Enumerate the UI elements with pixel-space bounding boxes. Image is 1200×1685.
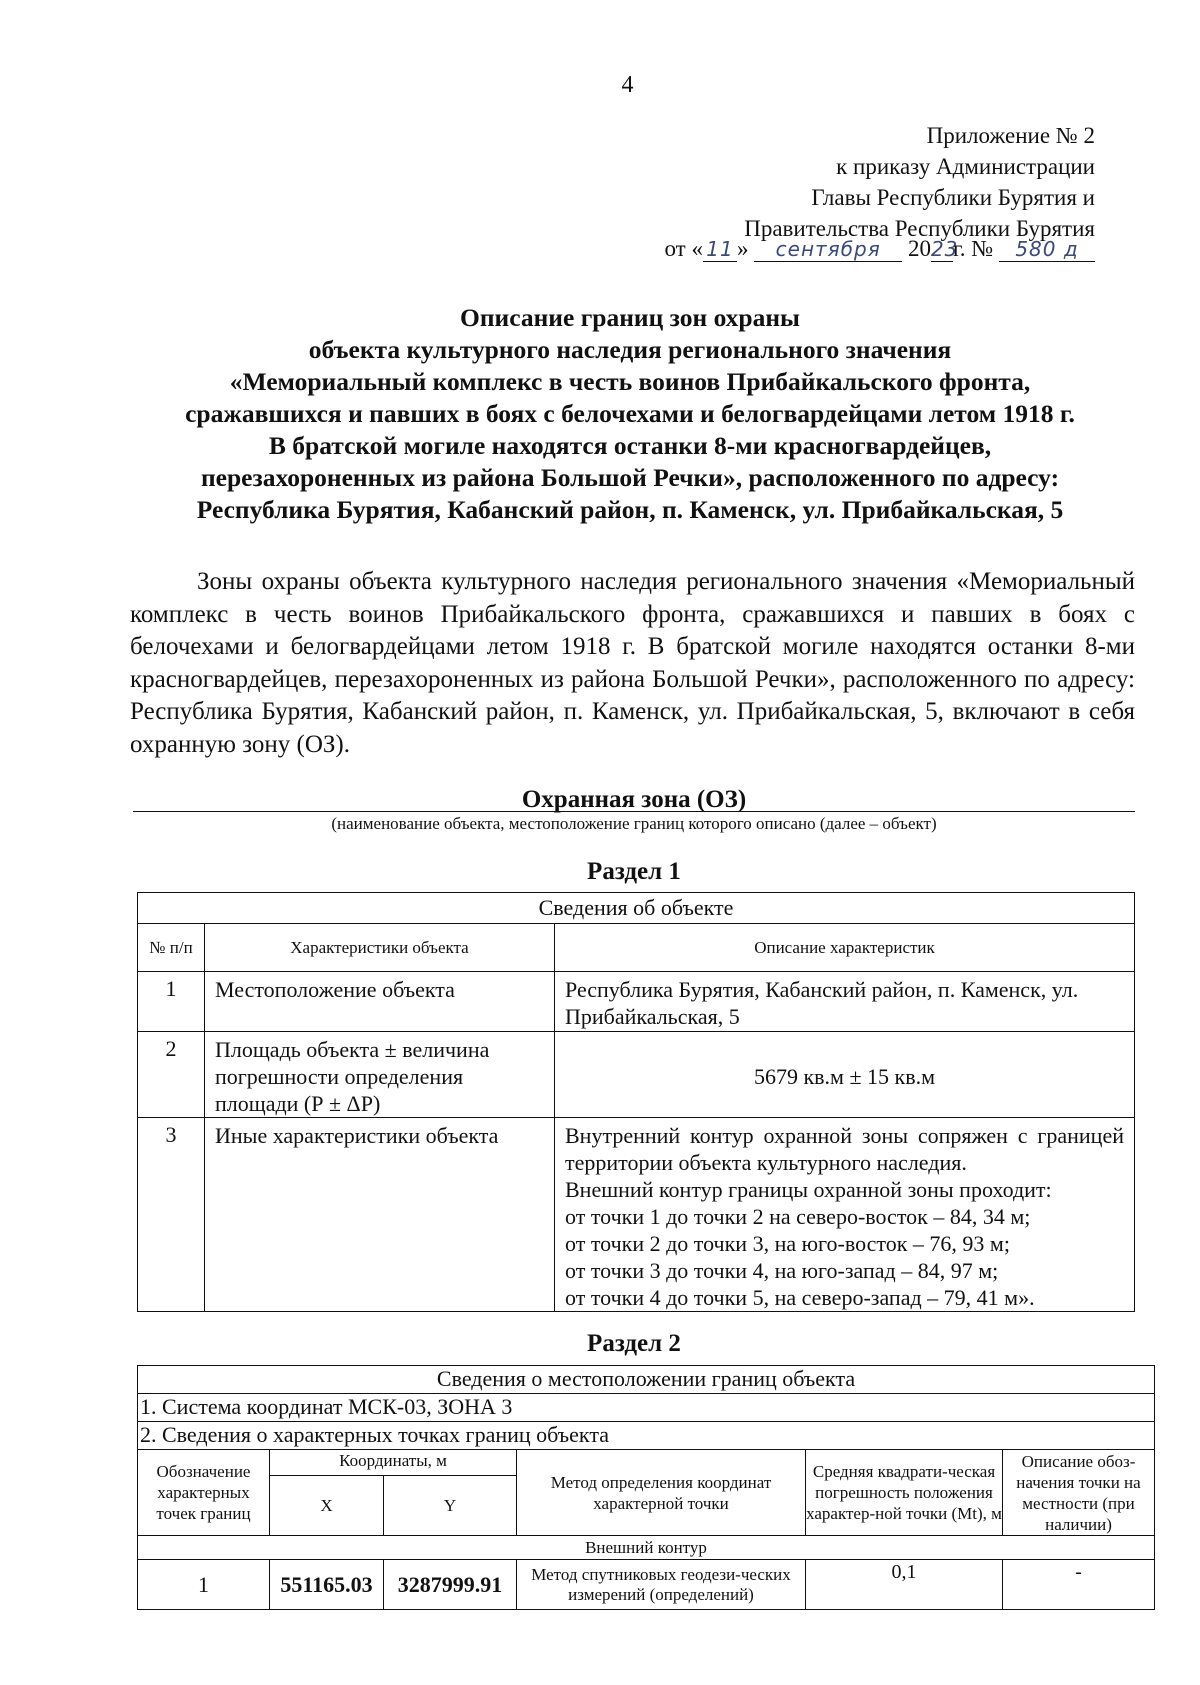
point-mt: 0,1 xyxy=(806,1560,1003,1610)
table-title: Сведения о местоположении границ объекта xyxy=(138,1366,1155,1394)
column-header-coordinates: Координаты, м xyxy=(270,1450,517,1476)
point-description: - xyxy=(1003,1560,1155,1610)
column-header-x: X xyxy=(270,1476,384,1536)
column-header-point: Обозначение характерных точек границ xyxy=(138,1450,270,1536)
section-1-heading: Раздел 1 xyxy=(587,858,681,885)
row-number: 2 xyxy=(138,1032,205,1118)
appendix-line-2: к приказу Администрации xyxy=(836,154,1095,179)
column-header-mt: Средняя квадрати-ческая погрешность положения характер-ной точки (Mt), м xyxy=(806,1450,1003,1536)
boundary-points-table xyxy=(137,1365,1155,1610)
appendix-block xyxy=(744,120,1095,244)
column-header-description: Описание характеристик xyxy=(555,924,1135,972)
title-line-5: В братской могиле находятся останки 8-ми красногвардейцев, xyxy=(268,431,992,460)
appendix-line-4: Правительства Республики Бурятия xyxy=(744,216,1095,241)
date-day: 11 xyxy=(703,237,737,262)
row-description: 5679 кв.м ± 15 кв.м xyxy=(555,1032,1135,1118)
title-line-7: Республика Бурятия, Кабанский район, п. Каменск, ул. Прибайкальская, 5 xyxy=(196,495,1064,524)
page-number: 4 xyxy=(621,72,634,98)
title-line-6: перезахороненных из района Большой Речки», расположенного по адресу: xyxy=(200,463,1060,492)
title-line-1: Описание границ зон охраны xyxy=(460,303,800,332)
outer-contour-label: Внешний контур xyxy=(138,1536,1155,1560)
title-line-4: сражавшихся и павших в боях с белочехами и белогвардейцами летом 1918 г. xyxy=(185,399,1075,428)
date-number-label: г. № xyxy=(952,236,994,261)
document-title xyxy=(120,302,1140,526)
description-line: от точки 2 до точки 3, на юго-восток – 76, 93 м; xyxy=(565,1231,1010,1256)
zone-title: Охранная зона (ОЗ) xyxy=(521,786,747,813)
table-title: Сведения об объекте xyxy=(138,893,1135,924)
object-info-table xyxy=(137,892,1135,1312)
description-line: от точки 3 до точки 4, на юго-запад – 84, 97 м; xyxy=(565,1258,999,1283)
coordinate-system: 1. Система координат МСК-03, ЗОНА 3 xyxy=(138,1394,1155,1422)
title-line-3: «Мемориальный комплекс в честь воинов Прибайкальского фронта, xyxy=(229,367,1031,396)
appendix-line-3: Главы Республики Бурятия и xyxy=(811,185,1095,210)
title-line-2: объекта культурного наследия регионального значения xyxy=(308,335,952,364)
intro-paragraph: Зоны охраны объекта культурного наследия регионального значения «Мемориальный комплекс в честь воинов Прибайкальского фронта, сражавшихся и павших в боях с белочехами и белогвардейцами летом 1918 г. В братской могиле находятся останки 8-ми красногвардейцев, перезахороненных из района Большой Речки», расположенного по адресу: Республика Бурятия, Кабанский район, п. Каменск, ул. Прибайкальская, 5, включают в себя охранную зону (ОЗ). xyxy=(130,568,1135,758)
table-row xyxy=(138,972,1135,1032)
section-2-heading: Раздел 2 xyxy=(587,1330,681,1357)
row-description xyxy=(555,1118,1135,1312)
column-header-number: № п/п xyxy=(138,924,205,972)
date-prefix: от « xyxy=(664,236,703,261)
row-characteristic: Местоположение объекта xyxy=(205,972,555,1032)
row-characteristic: Иные характеристики объекта xyxy=(205,1118,555,1312)
description-line: Внутренний контур охранной зоны сопряжен с границей территории объекта культурного наследия. xyxy=(565,1123,1124,1175)
date-year-prefix: 20 xyxy=(907,236,931,261)
points-title: 2. Сведения о характерных точках границ объекта xyxy=(138,1422,1155,1450)
point-id: 1 xyxy=(138,1560,270,1610)
order-number: 580 д xyxy=(999,237,1095,262)
point-method: Метод спутниковых геодези-ческих измерений (определений) xyxy=(517,1560,806,1610)
zone-subtitle: (наименование объекта, местоположение границ которого описано (далее – объект) xyxy=(331,814,937,833)
order-date-line xyxy=(664,236,1095,262)
zone-title-underline xyxy=(133,811,1135,812)
row-number: 3 xyxy=(138,1118,205,1312)
column-header-y: Y xyxy=(384,1476,517,1536)
appendix-line-1: Приложение № 2 xyxy=(926,123,1095,148)
description-line: Внешний контур границы охранной зоны проходит: xyxy=(565,1177,1052,1202)
column-header-method: Метод определения координат характерной точки xyxy=(517,1450,806,1536)
table-row xyxy=(138,1032,1135,1118)
table-row xyxy=(138,1560,1155,1610)
point-y: 3287999.91 xyxy=(384,1560,517,1610)
date-year-suffix: 23 xyxy=(930,237,959,261)
table-row xyxy=(138,1118,1135,1312)
row-number: 1 xyxy=(138,972,205,1032)
date-close-quote: » xyxy=(736,236,749,261)
point-x: 551165.03 xyxy=(270,1560,384,1610)
column-header-characteristics: Характеристики объекта xyxy=(205,924,555,972)
column-header-description: Описание обоз-начения точки на местности (при наличии) xyxy=(1003,1450,1155,1536)
row-description: Республика Бурятия, Кабанский район, п. Каменск, ул. Прибайкальская, 5 xyxy=(555,972,1135,1032)
description-line: от точки 1 до точки 2 на северо-восток – 84, 34 м; xyxy=(565,1204,1031,1229)
row-characteristic: Площадь объекта ± величина погрешности определения площади (Р ± ΔР) xyxy=(205,1032,555,1118)
description-line: от точки 4 до точки 5, на северо-запад – 79, 41 м». xyxy=(565,1285,1035,1310)
date-month: сентября xyxy=(754,237,902,262)
